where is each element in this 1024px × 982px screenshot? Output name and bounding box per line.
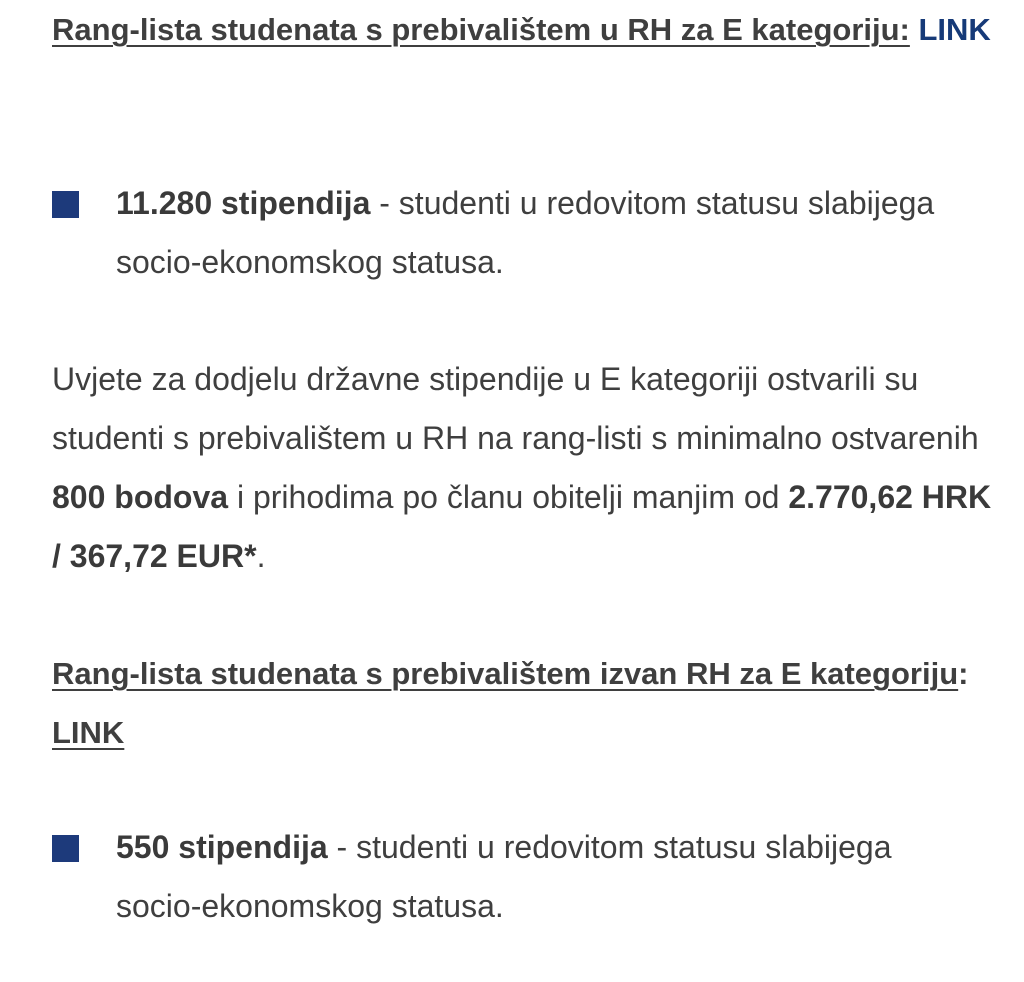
square-bullet-icon <box>52 835 79 862</box>
heading-colon: : <box>958 656 969 691</box>
eligibility-paragraph <box>52 350 992 586</box>
ranking-list-abroad-title-link[interactable]: Rang-lista studenata s prebivalištem izvan RH za E kategoriju <box>52 656 959 691</box>
scholarship-description-rh: - studenti u redovitom statusu slabijega socio-ekonomskog statusa. <box>116 185 935 280</box>
eligibility-text-1: Uvjete za dodjelu državne stipendije u E kategoriji ostvarili su studenti s prebivalištem u RH na rang-listi s minimalno ostvarenih <box>52 361 979 456</box>
ranking-list-abroad-link[interactable]: LINK <box>52 715 125 750</box>
square-bullet-icon <box>52 191 79 218</box>
scholarship-count-rh-item <box>52 174 936 292</box>
eligibility-text-2: i prihodima po članu obitelji manjim od <box>228 479 789 515</box>
scholarship-count-abroad-item <box>52 818 936 936</box>
ranking-list-rh-title-link[interactable]: Rang-lista studenata s prebivalištem u RH za E kategoriju: <box>52 12 910 47</box>
scholarship-description-abroad: - studenti u redovitom statusu slabijega socio-ekonomskog statusa. <box>116 829 892 924</box>
ranking-list-heading-rh <box>52 0 991 59</box>
minimum-points: 800 bodova <box>52 479 229 515</box>
scholarship-count-abroad: 550 stipendija <box>116 829 328 865</box>
income-threshold: 2.770,62 HRK / 367,72 EUR* <box>52 479 992 574</box>
ranking-list-rh-link[interactable]: LINK <box>918 12 991 47</box>
ranking-list-heading-abroad <box>52 644 992 762</box>
scholarship-count-rh: 11.280 stipendija <box>116 185 371 221</box>
eligibility-text-3: . <box>256 538 266 574</box>
